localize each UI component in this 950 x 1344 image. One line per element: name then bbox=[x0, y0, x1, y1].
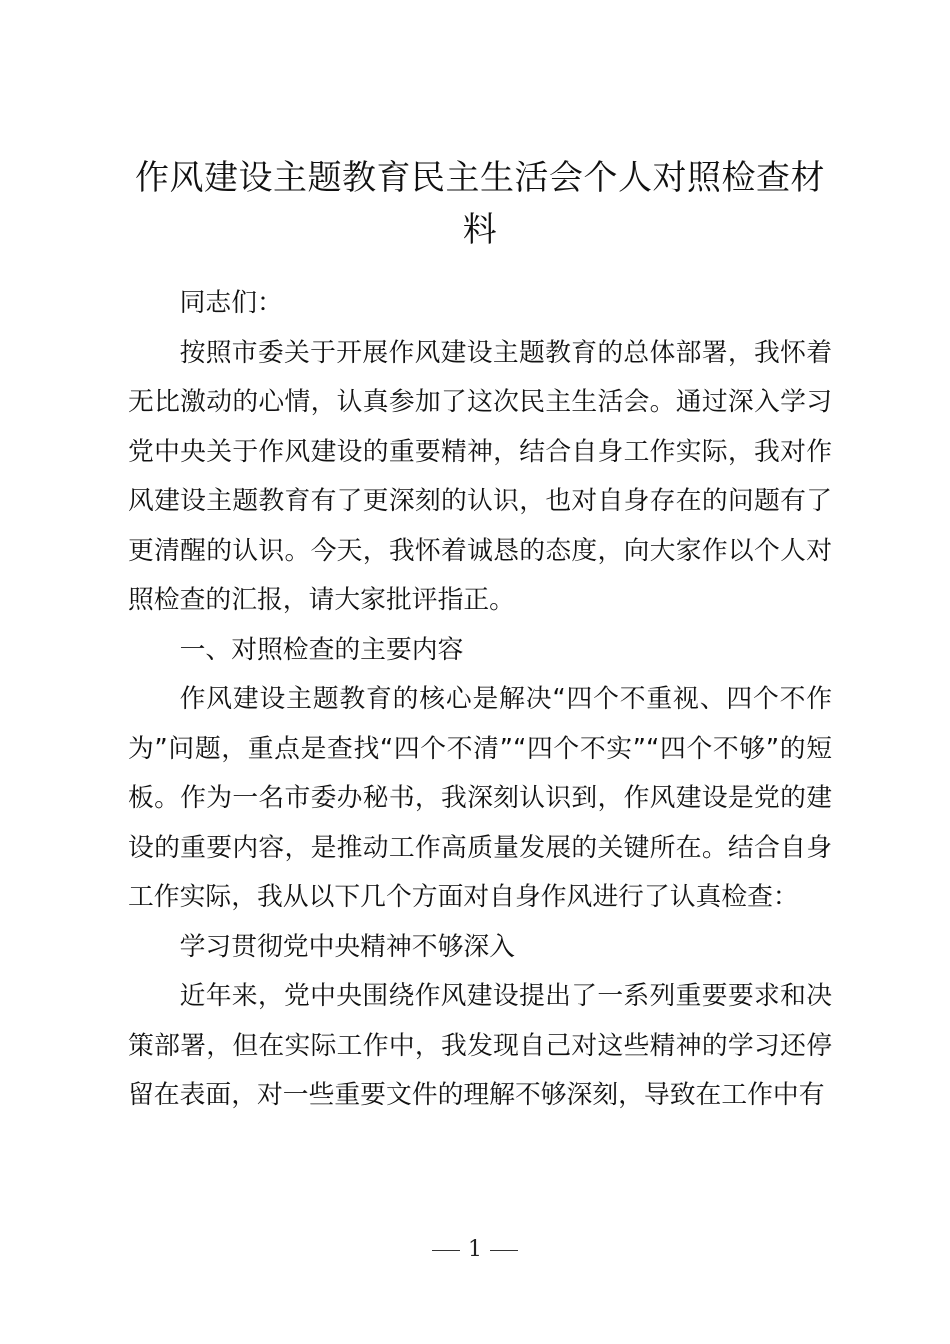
document-title: 作风建设主题教育民主生活会个人对照检查材料 bbox=[135, 158, 825, 250]
salutation: 同志们： bbox=[179, 288, 283, 318]
subsection-paragraph: 近年来，党中央围绕作风建设提出了一系列重要要求和决策部署，但在实际工作中，我发现自己对这些精神的学习还停留在表面，对一些重要文件的理解不够深刻，导致在工作中有 bbox=[128, 981, 832, 1110]
right-dash bbox=[490, 1250, 518, 1251]
page-footer bbox=[0, 1237, 950, 1262]
subsection-heading: 学习贯彻党中央精神不够深入 bbox=[179, 931, 515, 962]
section-paragraph: 作风建设主题教育的核心是解决“四个不重视、四个不作为”问题，重点是查找“四个不清”“四个不实”“四个不够”的短板。作为一名市委办秘书，我深刻认识到，作风建设是党的建设的重要内容，是推动工作高质量发展的关键所在。结合自身工作实际，我从以下几个方面对自身作风进行了认真检查： bbox=[128, 684, 832, 912]
left-dash bbox=[432, 1250, 460, 1251]
body-paragraph: 按照市委关于开展作风建设主题教育的总体部署，我怀着无比激动的心情，认真参加了这次民主生活会。通过深入学习党中央关于作风建设的重要精神，结合自身工作实际，我对作风建设主题教育有了更深刻的认识，也对自身存在的问题有了更清醒的认识。今天，我怀着诚恳的态度，向大家作以个人对照检查的汇报，请大家批评指正。 bbox=[128, 337, 832, 615]
page-number: 1 bbox=[468, 1237, 482, 1262]
section-heading: 一、对照检查的主要内容 bbox=[179, 634, 464, 665]
document-body bbox=[128, 279, 832, 1121]
